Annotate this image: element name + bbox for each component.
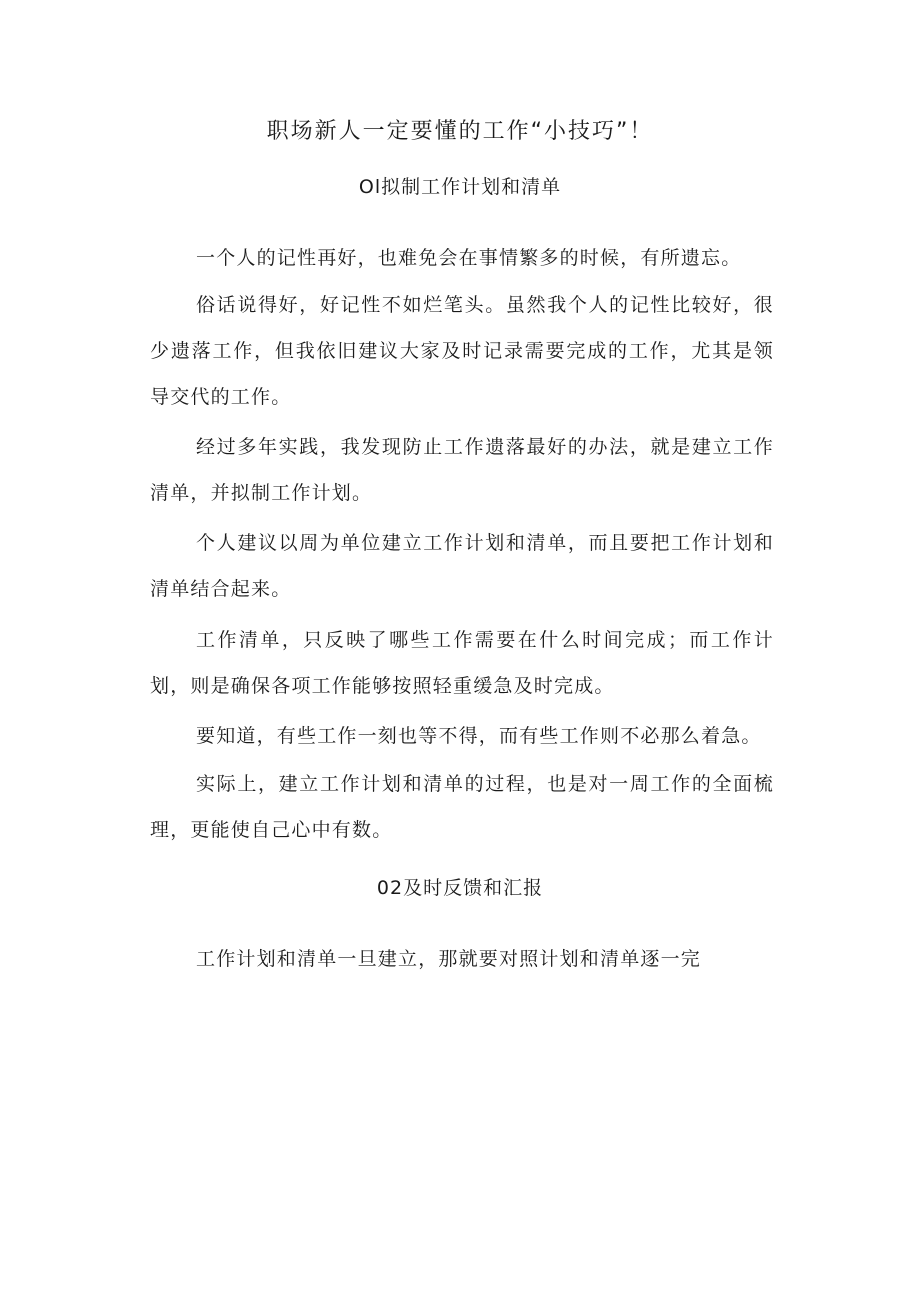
section-heading-2: 02及时反馈和汇报 — [376, 877, 544, 899]
paragraph: 工作计划和清单一旦建立，那就要对照计划和清单逐一完 — [196, 948, 702, 970]
document-title: 职场新人一定要懂的工作“小技巧”！ — [266, 119, 654, 144]
paragraph: 经过多年实践，我发现防止工作遗落最好的办法，就是建立工作清单，并拟制工作计划。 — [150, 436, 774, 504]
paragraph: 实际上，建立工作计划和清单的过程，也是对一周工作的全面梳理，更能使自己心中有数。 — [150, 773, 774, 841]
paragraph: 个人建议以周为单位建立工作计划和清单，而且要把工作计划和清单结合起来。 — [150, 532, 774, 600]
paragraph: 工作清单，只反映了哪些工作需要在什么时间完成；而工作计划，则是确保各项工作能够按照轻重缓急及时完成。 — [150, 629, 774, 697]
section-heading-1: Ol拟制工作计划和清单 — [358, 176, 562, 198]
paragraph: 俗话说得好，好记性不如烂笔头。虽然我个人的记性比较好，很少遗落工作，但我依旧建议大家及时记录需要完成的工作，尤其是领导交代的工作。 — [150, 294, 774, 408]
paragraph: 要知道，有些工作一刻也等不得，而有些工作则不必那么着急。 — [196, 725, 762, 747]
paragraph: 一个人的记性再好，也难免会在事情繁多的时候，有所遗忘。 — [196, 247, 742, 269]
